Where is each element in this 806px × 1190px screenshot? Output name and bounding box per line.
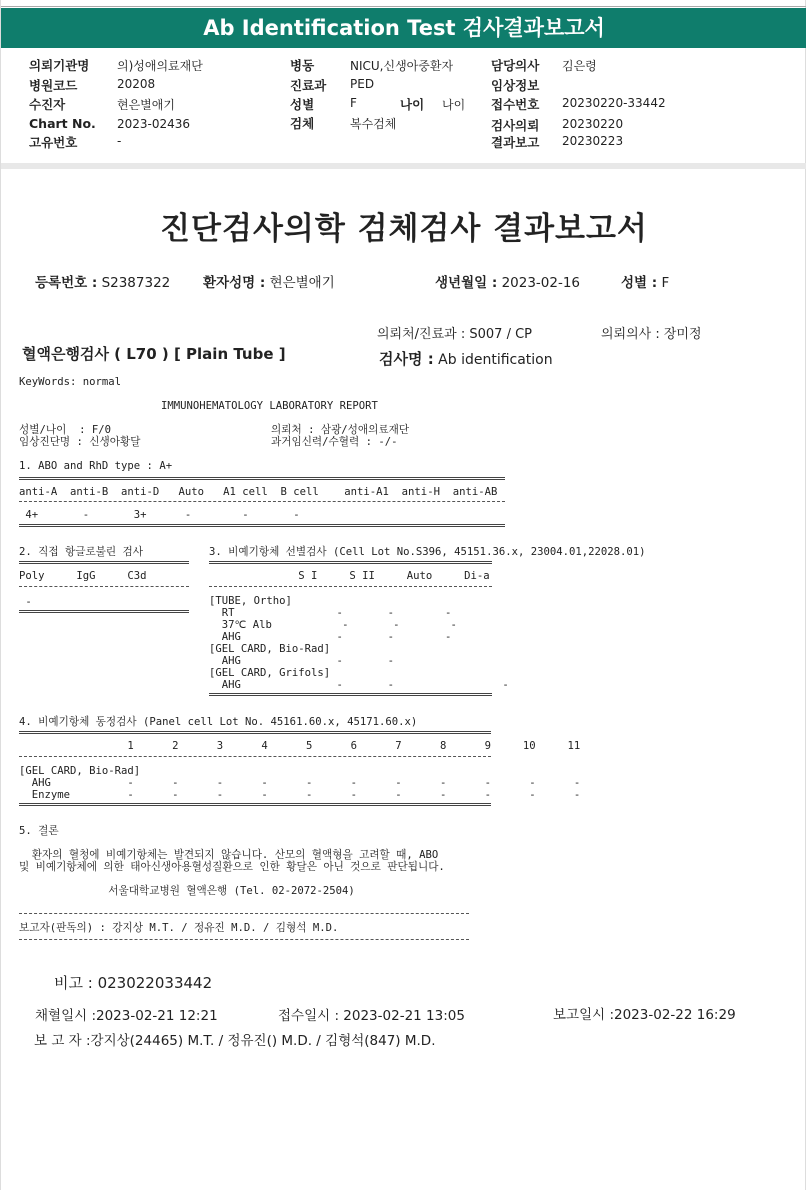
dat-values: -	[19, 596, 32, 608]
info-label: 수진자	[29, 97, 66, 112]
patient-line	[203, 271, 335, 291]
sex-label: 성별 :	[621, 275, 658, 291]
info-value: F	[350, 96, 357, 110]
info-age	[400, 95, 424, 113]
reg-label: 등록번호 :	[35, 275, 98, 291]
reporter-value: 강지상(24465) M.T. / 정유진() M.D. / 김형석(847) M.D.	[90, 1033, 436, 1049]
double-rule	[209, 561, 492, 564]
dob-value: 2023-02-16	[501, 275, 581, 291]
info-report-date	[491, 133, 539, 151]
registration-line	[35, 271, 170, 291]
dashed-rule	[209, 586, 492, 587]
abo-header: anti-A anti-B anti-D Auto A1 cell B cell anti-A1 anti-H anti-AB	[19, 486, 498, 498]
report-time: 보고일시 :2023-02-22 16:29	[553, 1007, 736, 1023]
info-clinical	[491, 76, 539, 94]
dashed-rule	[19, 939, 469, 940]
test-name-value: Ab identification	[438, 352, 553, 368]
double-rule	[19, 803, 491, 806]
dob-label: 생년월일 :	[435, 275, 498, 291]
conclusion-line-2: 및 비예기항체에 의한 태아신생아용혈성질환으로 인한 황달은 아닌 것으로 판단됩니다.	[19, 861, 445, 873]
info-specimen	[290, 114, 314, 132]
double-rule	[19, 731, 491, 734]
note-value: 023022033442	[97, 974, 213, 992]
clinical-diagnosis: 임상진단명 : 신생아황달	[19, 436, 141, 448]
dashed-rule	[19, 586, 189, 587]
double-rule	[19, 524, 505, 527]
patient-value: 현은별애기	[269, 275, 335, 291]
test-name-label: 검사명 :	[379, 350, 434, 368]
info-value: 나이	[442, 98, 466, 112]
double-rule	[19, 561, 189, 564]
info-value: 20230223	[562, 134, 624, 148]
info-value: 의)성애의료재단	[117, 59, 203, 73]
dept-line: 의뢰처/진료과 : S007 / CP	[377, 327, 532, 342]
info-label: 병동	[290, 58, 315, 73]
double-rule	[19, 610, 189, 613]
dashed-rule	[19, 913, 469, 914]
section-1-title: 1. ABO and RhD type : A+	[19, 460, 173, 472]
receive-time: 접수일시 : 2023-02-21 13:05	[278, 1008, 465, 1024]
doctor-line: 의뢰의사 : 장미정	[601, 327, 702, 342]
info-chart-no	[29, 116, 96, 131]
reg-value: S2387322	[101, 275, 171, 291]
info-value: 2023-02436	[117, 117, 191, 131]
section-5-title: 5. 결론	[19, 825, 59, 837]
info-label: 고유번호	[29, 135, 78, 150]
client: 의뢰처 : 삼광/성애의료재단	[271, 424, 410, 436]
lab-report-title: IMMUNOHEMATOLOGY LABORATORY REPORT	[161, 400, 378, 412]
info-receipt-no	[491, 95, 539, 113]
footer-reporter	[34, 1029, 436, 1049]
info-label: 검사의뢰	[491, 118, 540, 133]
section-divider	[1, 163, 806, 169]
double-rule	[209, 693, 492, 696]
screen-rows: [TUBE, Ortho] RT - - - 37℃ Alb - - - AHG - - - [GEL CARD, Bio-Rad] AHG - - [GEL CARD, Grifols] AHG - - -	[209, 595, 509, 691]
patient-label: 환자성명 :	[203, 275, 266, 291]
hospital-contact: 서울대학교병원 혈액은행 (Tel. 02-2072-2504)	[19, 885, 355, 897]
info-value: 20208	[117, 77, 156, 91]
keywords: KeyWords: normal	[19, 376, 122, 388]
dashed-rule	[19, 756, 491, 757]
note-label: 비고 :	[54, 974, 93, 992]
conclusion-line-1: 환자의 혈청에 비예기항체는 발견되지 않습니다. 산모의 혈액형을 고려할 때, ABO	[19, 849, 439, 861]
info-value: NICU,신생아중환자	[350, 59, 454, 73]
info-value: 20230220-33442	[562, 96, 666, 110]
collect-time: 채혈일시 :2023-02-21 12:21	[35, 1008, 218, 1024]
info-ward	[290, 56, 314, 74]
info-doctor	[491, 56, 539, 74]
info-patient	[29, 95, 65, 113]
info-label: 의뢰기관명	[29, 58, 90, 73]
info-label: 병원코드	[29, 78, 78, 93]
section-2-title: 2. 직접 항글로불린 검사	[19, 546, 143, 558]
info-label: 검체	[290, 116, 315, 131]
info-value: 현은별애기	[117, 98, 175, 112]
info-label: 성별	[290, 97, 315, 112]
report-title: 진단검사의학 검체검사 결과보고서	[160, 211, 648, 247]
panel-rows: [GEL CARD, Bio-Rad] AHG - - - - - - - - - - - Enzyme - - - - - - - - - - -	[19, 765, 581, 801]
reporter-label: 보 고 자 :	[34, 1033, 91, 1049]
info-sex	[290, 95, 314, 113]
info-label: Chart No.	[29, 116, 96, 131]
note-line	[54, 972, 212, 993]
section-4-title: 4. 비예기항체 동정검사 (Panel cell Lot No. 45161.60.x, 45171.60.x)	[19, 716, 418, 728]
double-rule	[19, 477, 505, 480]
test-group: 혈액은행검사 ( L70 ) [ Plain Tube ]	[22, 345, 286, 363]
dob-line	[435, 271, 580, 291]
info-label: 접수번호	[491, 97, 540, 112]
dat-header: Poly IgG C3d	[19, 570, 147, 582]
test-name-line	[379, 348, 553, 369]
info-value: -	[117, 134, 122, 148]
report-banner: Ab Identification Test 검사결과보고서	[1, 8, 806, 48]
info-label: 담당의사	[491, 58, 540, 73]
info-hospital-code	[29, 76, 77, 94]
info-value: 김은령	[562, 59, 597, 73]
info-dept	[290, 76, 326, 94]
info-label: 결과보고	[491, 135, 540, 150]
info-request-date	[491, 116, 539, 134]
report-signers: 보고자(판독의) : 강지상 M.T. / 정유진 M.D. / 김형석 M.D.	[19, 922, 339, 934]
info-requester	[29, 56, 89, 74]
info-value: 20230220	[562, 117, 624, 131]
panel-header: 1 2 3 4 5 6 7 8 9 10 11	[19, 740, 581, 752]
info-label: 나이	[400, 97, 425, 112]
sex-line	[621, 271, 669, 291]
info-value: 복수검체	[350, 117, 397, 131]
sex-age: 성별/나이 : F/0	[19, 424, 111, 436]
abo-values: 4+ - 3+ - - -	[19, 509, 300, 521]
info-label: 임상정보	[491, 78, 540, 93]
top-rule	[1, 6, 806, 7]
info-value: PED	[350, 77, 375, 91]
info-unique-no	[29, 133, 77, 151]
history: 과거임신력/수혈력 : -/-	[271, 436, 398, 448]
info-label: 진료과	[290, 78, 327, 93]
section-3-title: 3. 비예기항체 선별검사 (Cell Lot No.S396, 45151.36.x, 23004.01,22028.01)	[209, 546, 646, 558]
screen-header: S I S II Auto Di-a	[209, 570, 490, 582]
dashed-rule	[19, 501, 505, 502]
sex-value: F	[661, 275, 670, 291]
